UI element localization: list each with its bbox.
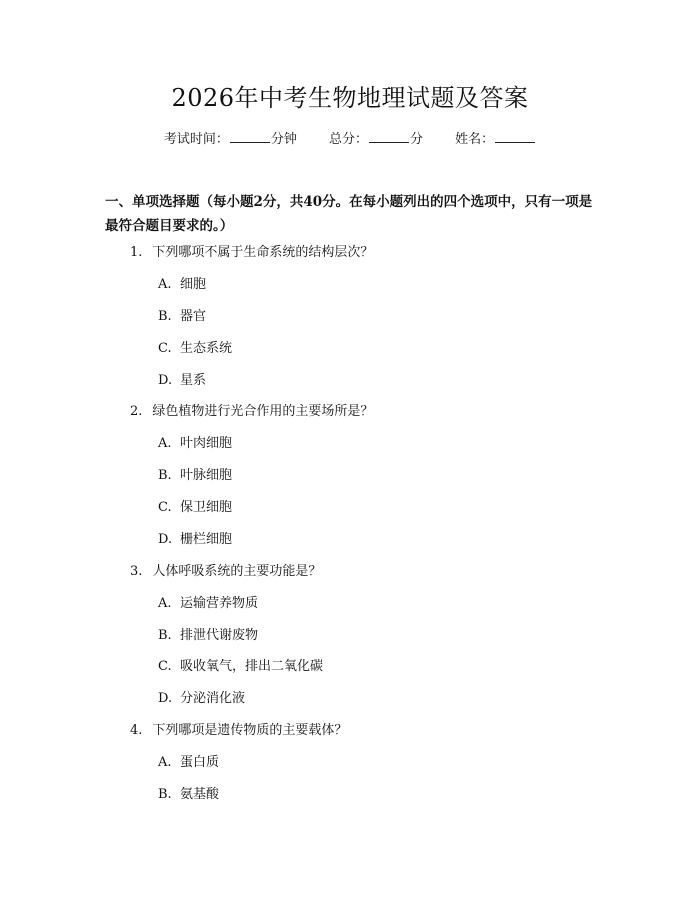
option — [158, 498, 232, 518]
option — [158, 689, 245, 709]
total-score-label: 总分： — [328, 132, 368, 147]
option — [158, 371, 206, 391]
option-letter: C. — [158, 341, 172, 356]
question — [130, 721, 347, 741]
option-letter: D. — [158, 691, 173, 706]
option-text: 叶肉细胞 — [180, 436, 233, 451]
option-letter: A. — [158, 277, 172, 292]
question — [130, 243, 373, 263]
option-letter: A. — [158, 436, 172, 451]
option — [158, 466, 232, 486]
page-title: 2026年中考生物地理试题及答案 — [171, 84, 529, 112]
option-letter: B. — [158, 787, 172, 802]
option-text: 吸收氧气，排出二氧化碳 — [180, 659, 324, 674]
option — [158, 530, 232, 550]
option — [158, 594, 258, 614]
option-letter: A. — [158, 755, 172, 770]
option — [158, 307, 206, 327]
exam-time-blank — [230, 130, 270, 143]
question-text: 人体呼吸系统的主要功能是？ — [152, 564, 322, 579]
option-letter: A. — [158, 596, 172, 611]
total-score-blank — [369, 130, 409, 143]
option-text: 分泌消化液 — [180, 691, 246, 706]
option — [158, 275, 206, 295]
option-letter: B. — [158, 309, 172, 324]
exam-meta — [0, 130, 700, 150]
option-letter: C. — [158, 500, 172, 515]
option-letter: B. — [158, 628, 172, 643]
option-text: 保卫细胞 — [180, 500, 233, 515]
student-name-field — [455, 130, 536, 150]
student-name-label: 姓名： — [455, 132, 495, 147]
option-text: 叶脉细胞 — [180, 468, 233, 483]
student-name-blank — [495, 130, 535, 143]
option-text: 器官 — [180, 309, 207, 324]
question-number: 2. — [130, 404, 143, 419]
question-number: 3. — [130, 564, 143, 579]
option-text: 排泄代谢废物 — [180, 628, 259, 643]
question-text: 绿色植物进行光合作用的主要场所是？ — [152, 404, 374, 419]
option — [158, 785, 219, 805]
option — [158, 339, 232, 359]
section-heading: 一、单项选择题（每小题2分，共40分。在每小题列出的四个选项中，只有一项是最符合题目要求的。） — [105, 194, 593, 234]
option-text: 氨基酸 — [180, 787, 220, 802]
question-number: 1. — [130, 245, 143, 260]
option-text: 生态系统 — [180, 341, 233, 356]
question-text: 下列哪项不属于生命系统的结构层次？ — [152, 245, 374, 260]
option-text: 蛋白质 — [180, 755, 220, 770]
option — [158, 434, 232, 454]
option-letter: D. — [158, 532, 173, 547]
question-text: 下列哪项是遗传物质的主要载体？ — [152, 723, 348, 738]
question — [130, 562, 321, 582]
option-text: 运输营养物质 — [180, 596, 259, 611]
option-letter: D. — [158, 373, 173, 388]
option — [158, 753, 219, 773]
option-text: 细胞 — [180, 277, 207, 292]
option — [158, 626, 258, 646]
exam-time-field — [164, 130, 297, 150]
option-letter: B. — [158, 468, 172, 483]
option-letter: C. — [158, 659, 172, 674]
option-text: 栅栏细胞 — [180, 532, 233, 547]
question — [130, 402, 373, 422]
total-score-field — [329, 130, 423, 150]
option — [158, 657, 323, 677]
exam-time-label: 考试时间： — [163, 132, 229, 147]
option-text: 星系 — [180, 373, 207, 388]
total-score-unit: 分 — [410, 132, 424, 147]
question-number: 4. — [130, 723, 143, 738]
exam-time-unit: 分钟 — [270, 132, 297, 147]
